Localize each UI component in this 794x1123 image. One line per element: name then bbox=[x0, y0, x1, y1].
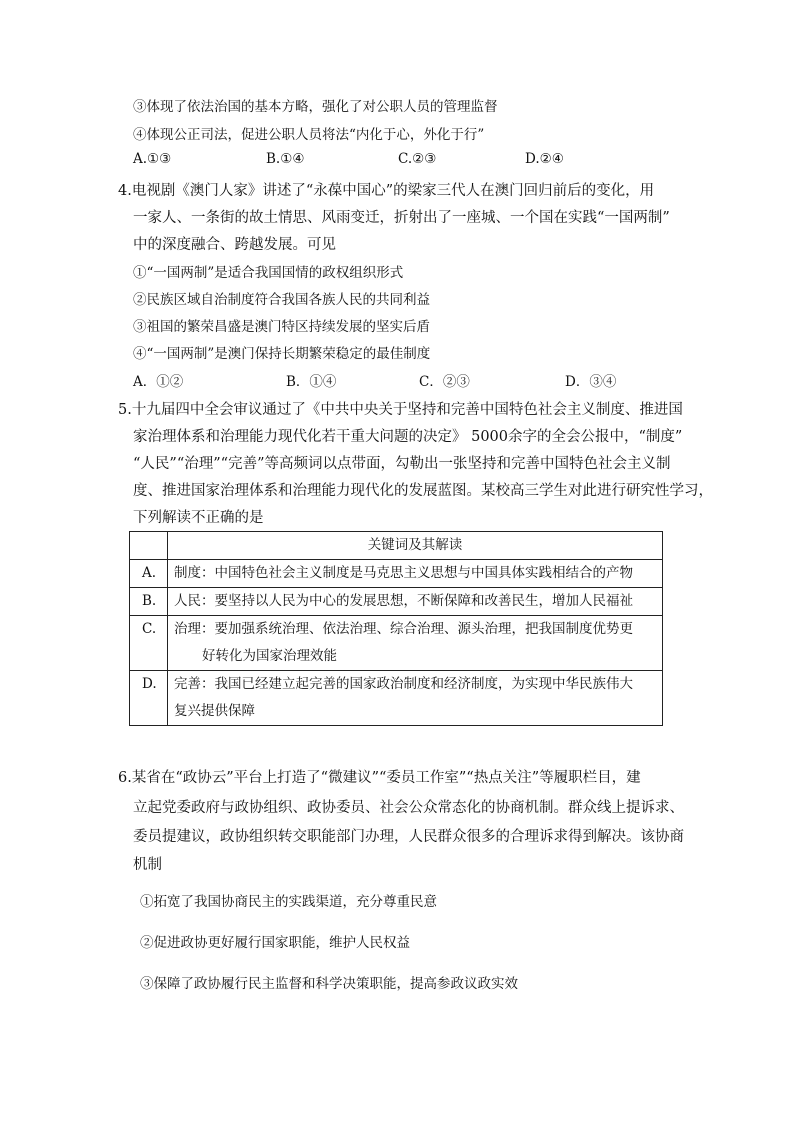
row-text-line: 人民：要坚持以人民为中心的发展思想，不断保障和改善民生，增加人民福祉 bbox=[174, 593, 633, 609]
q6-stem-line-4: 机制 bbox=[133, 857, 162, 873]
table-header-row bbox=[130, 532, 663, 560]
q5-stem-line-1: 5.十九届四中全会审议通过了《中共中央关于坚持和完善中国特色社会主义制度、推进国 bbox=[118, 402, 683, 418]
q4-option-b: B．①④ bbox=[286, 374, 337, 390]
q5-stem-line-2: 家治理体系和治理能力现代化若干重大问题的决定》 5000余字的全会公报中，“制度” bbox=[133, 429, 683, 445]
q5-stem-line-4: 度、推进国家治理体系和治理能力现代化的发展蓝图。某校高三学生对此进行研究性学习， bbox=[133, 483, 713, 499]
row-text bbox=[168, 588, 663, 616]
table-row bbox=[130, 588, 663, 616]
q6-stem-line-2: 立起党委政府与政协组织、政协委员、社会公众常态化的协商机制。群众线上提诉求、 bbox=[133, 800, 684, 816]
q4-statement-1: ①“一国两制”是适合我国国情的政权组织形式 bbox=[133, 265, 404, 281]
row-text-line: 治理：要加强系统治理、依法治理、综合治理、源头治理，把我国制度优势更 bbox=[174, 621, 633, 637]
q3-option-c: C.②③ bbox=[398, 151, 437, 167]
q4-stem-line-3: 中的深度融合、跨越发展。可见 bbox=[133, 237, 336, 253]
q3-option-d: D.②④ bbox=[525, 151, 564, 167]
q3-statement-4: ④体现公正司法，促进公职人员将法“内化于心，外化于行” bbox=[133, 127, 485, 143]
row-label: D. bbox=[130, 671, 168, 726]
table-row bbox=[130, 671, 663, 726]
q3-option-b: B.①④ bbox=[266, 151, 305, 167]
row-label: C. bbox=[130, 616, 168, 671]
row-text-line: 好转化为国家治理效能 bbox=[202, 648, 337, 664]
table-header-empty-cell bbox=[130, 532, 168, 560]
q4-option-a: A．①② bbox=[133, 374, 184, 390]
q6-statement-2: ②促进政协更好履行国家职能，维护人民权益 bbox=[140, 935, 410, 951]
row-text bbox=[168, 616, 663, 671]
table-header: 关键词及其解读 bbox=[168, 532, 663, 560]
q6-statement-1: ①拓宽了我国协商民主的实践渠道，充分尊重民意 bbox=[140, 894, 437, 910]
q6-statement-3: ③保障了政协履行民主监督和科学决策职能，提高参政议政实效 bbox=[140, 976, 518, 992]
q4-stem-line-1: 4.电视剧《澳门人家》讲述了“永葆中国心”的梁家三代人在澳门回归前后的变化，用 bbox=[118, 183, 655, 199]
table-row bbox=[130, 560, 663, 588]
row-text bbox=[168, 671, 663, 726]
q4-option-d: D．③④ bbox=[565, 374, 617, 390]
q6-stem-line-1: 6.某省在“政协云”平台上打造了“微建议”“委员工作室”“热点关注”等履职栏目，建 bbox=[118, 770, 641, 786]
q3-statement-3: ③体现了依法治国的基本方略，强化了对公职人员的管理监督 bbox=[133, 99, 498, 115]
table-row bbox=[130, 616, 663, 671]
row-text-line: 复兴提供保障 bbox=[174, 703, 255, 719]
q3-option-a: A.①③ bbox=[133, 151, 172, 167]
keyword-table bbox=[129, 531, 663, 726]
q6-stem-line-3: 委员提建议，政协组织转交职能部门办理，人民群众很多的合理诉求得到解决。该协商 bbox=[133, 829, 684, 845]
q4-stem-line-2: 一家人、一条街的故土情思、风雨变迁，折射出了一座城、一个国在实践“一国两制” bbox=[133, 210, 670, 226]
q5-stem-line-3: “人民”“治理”“完善”等高频词以点带面，勾勒出一张坚持和完善中国特色社会主义制 bbox=[133, 456, 671, 472]
q4-statement-4: ④“一国两制”是澳门保持长期繁荣稳定的最佳制度 bbox=[133, 346, 431, 362]
row-label: A. bbox=[130, 560, 168, 588]
q4-option-c: C．②③ bbox=[419, 374, 470, 390]
q5-stem-line-5: 下列解读不正确的是 bbox=[133, 510, 264, 526]
row-text-line: 制度：中国特色社会主义制度是马克思主义思想与中国具体实践相结合的产物 bbox=[174, 565, 633, 581]
q4-statement-3: ③祖国的繁荣昌盛是澳门特区持续发展的坚实后盾 bbox=[133, 319, 430, 335]
row-text bbox=[168, 560, 663, 588]
row-label: B. bbox=[130, 588, 168, 616]
row-text-line: 完善：我国已经建立起完善的国家政治制度和经济制度，为实现中华民族伟大 bbox=[174, 676, 633, 692]
q4-statement-2: ②民族区域自治制度符合我国各族人民的共同利益 bbox=[133, 292, 430, 308]
